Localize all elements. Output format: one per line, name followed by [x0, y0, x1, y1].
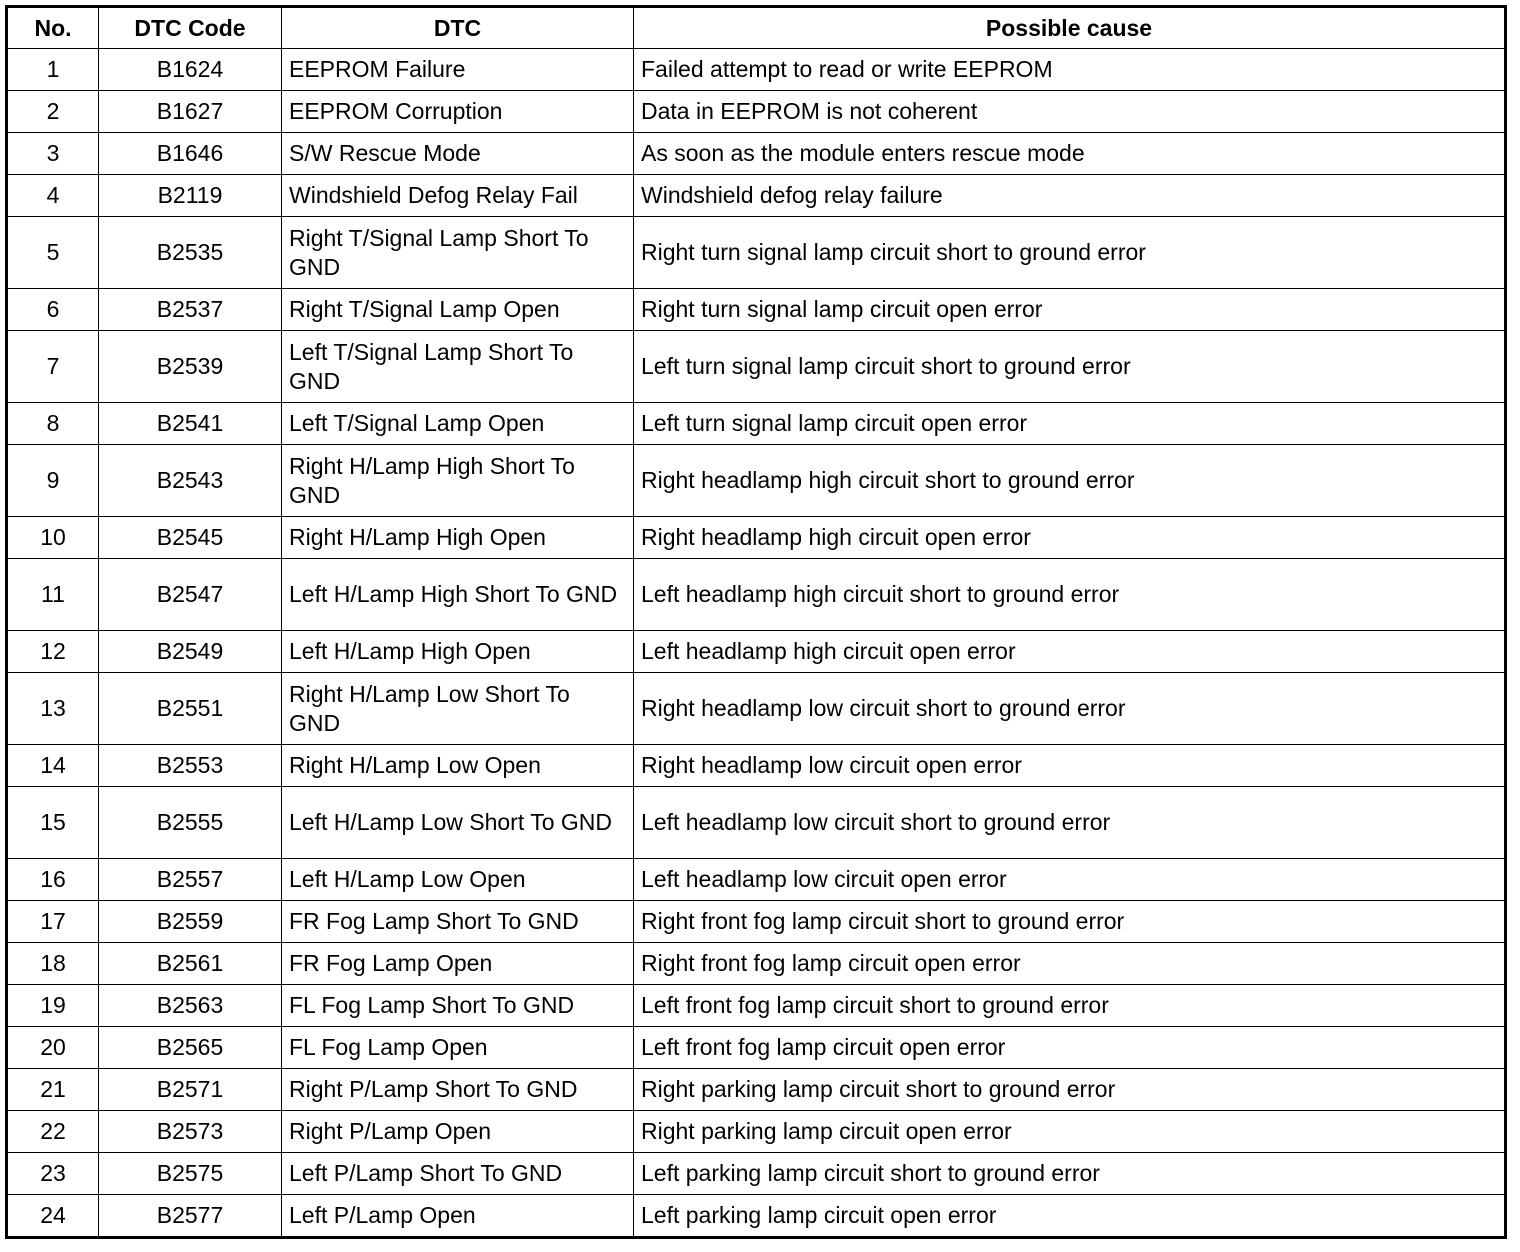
row-dtc: S/W Rescue Mode [282, 133, 634, 175]
row-no: 16 [7, 859, 99, 901]
row-possible-cause: Right headlamp high circuit short to ground error [634, 445, 1506, 517]
row-possible-cause: Windshield defog relay failure [634, 175, 1506, 217]
table-row [7, 403, 1506, 445]
header-row [7, 7, 1506, 49]
table-row [7, 289, 1506, 331]
row-dtc: Left T/Signal Lamp Short To GND [282, 331, 634, 403]
row-no: 17 [7, 901, 99, 943]
table-row [7, 1111, 1506, 1153]
table-row [7, 787, 1506, 859]
table-row [7, 943, 1506, 985]
header-dtc-code: DTC Code [99, 7, 282, 49]
table-row [7, 517, 1506, 559]
row-no: 8 [7, 403, 99, 445]
row-dtc: Left H/Lamp Low Short To GND [282, 787, 634, 859]
table-row [7, 445, 1506, 517]
table-row [7, 175, 1506, 217]
row-possible-cause: Left headlamp high circuit short to ground error [634, 559, 1506, 631]
row-no: 14 [7, 745, 99, 787]
row-no: 18 [7, 943, 99, 985]
row-possible-cause: Right turn signal lamp circuit short to ground error [634, 217, 1506, 289]
row-no: 23 [7, 1153, 99, 1195]
table-row [7, 559, 1506, 631]
row-no: 13 [7, 673, 99, 745]
row-possible-cause: Left headlamp high circuit open error [634, 631, 1506, 673]
row-possible-cause: Right front fog lamp circuit open error [634, 943, 1506, 985]
row-dtc-code: B2553 [99, 745, 282, 787]
row-dtc-code: B2571 [99, 1069, 282, 1111]
row-dtc: Right T/Signal Lamp Open [282, 289, 634, 331]
table-row [7, 331, 1506, 403]
row-no: 4 [7, 175, 99, 217]
table-row [7, 1069, 1506, 1111]
row-dtc: Right P/Lamp Open [282, 1111, 634, 1153]
row-possible-cause: Left parking lamp circuit short to ground error [634, 1153, 1506, 1195]
row-dtc-code: B1627 [99, 91, 282, 133]
row-possible-cause: Left turn signal lamp circuit short to ground error [634, 331, 1506, 403]
row-possible-cause: Left headlamp low circuit short to ground error [634, 787, 1506, 859]
row-possible-cause: Left headlamp low circuit open error [634, 859, 1506, 901]
row-possible-cause: Right headlamp high circuit open error [634, 517, 1506, 559]
row-possible-cause: Left parking lamp circuit open error [634, 1195, 1506, 1238]
row-possible-cause: As soon as the module enters rescue mode [634, 133, 1506, 175]
row-dtc: Right H/Lamp Low Open [282, 745, 634, 787]
row-dtc-code: B2563 [99, 985, 282, 1027]
row-dtc-code: B2557 [99, 859, 282, 901]
row-dtc-code: B2541 [99, 403, 282, 445]
row-dtc: Left H/Lamp High Short To GND [282, 559, 634, 631]
row-dtc-code: B2543 [99, 445, 282, 517]
row-dtc-code: B2119 [99, 175, 282, 217]
table-row [7, 745, 1506, 787]
row-dtc: Right T/Signal Lamp Short To GND [282, 217, 634, 289]
row-dtc: Right P/Lamp Short To GND [282, 1069, 634, 1111]
row-possible-cause: Left turn signal lamp circuit open error [634, 403, 1506, 445]
row-dtc-code: B2555 [99, 787, 282, 859]
row-possible-cause: Right front fog lamp circuit short to ground error [634, 901, 1506, 943]
row-possible-cause: Data in EEPROM is not coherent [634, 91, 1506, 133]
row-no: 2 [7, 91, 99, 133]
table-row [7, 673, 1506, 745]
row-no: 6 [7, 289, 99, 331]
row-dtc: Right H/Lamp Low Short To GND [282, 673, 634, 745]
row-possible-cause: Right headlamp low circuit short to ground error [634, 673, 1506, 745]
row-dtc-code: B2549 [99, 631, 282, 673]
table-row [7, 985, 1506, 1027]
row-dtc: FL Fog Lamp Open [282, 1027, 634, 1069]
row-possible-cause: Right turn signal lamp circuit open error [634, 289, 1506, 331]
table-row [7, 1027, 1506, 1069]
row-dtc: Left T/Signal Lamp Open [282, 403, 634, 445]
table-row [7, 1195, 1506, 1238]
row-dtc-code: B2561 [99, 943, 282, 985]
row-possible-cause: Right headlamp low circuit open error [634, 745, 1506, 787]
row-dtc: EEPROM Corruption [282, 91, 634, 133]
row-dtc-code: B2551 [99, 673, 282, 745]
header-dtc: DTC [282, 7, 634, 49]
row-no: 15 [7, 787, 99, 859]
row-dtc: FR Fog Lamp Open [282, 943, 634, 985]
row-possible-cause: Failed attempt to read or write EEPROM [634, 49, 1506, 91]
row-dtc: Left P/Lamp Open [282, 1195, 634, 1238]
table-row [7, 133, 1506, 175]
row-dtc-code: B2537 [99, 289, 282, 331]
row-dtc-code: B2559 [99, 901, 282, 943]
row-dtc-code: B2575 [99, 1153, 282, 1195]
row-dtc: Left P/Lamp Short To GND [282, 1153, 634, 1195]
row-possible-cause: Right parking lamp circuit short to ground error [634, 1069, 1506, 1111]
table-row [7, 901, 1506, 943]
table-row [7, 49, 1506, 91]
table-row [7, 217, 1506, 289]
row-no: 24 [7, 1195, 99, 1238]
row-no: 20 [7, 1027, 99, 1069]
row-possible-cause: Left front fog lamp circuit open error [634, 1027, 1506, 1069]
row-dtc-code: B2565 [99, 1027, 282, 1069]
row-dtc: Left H/Lamp Low Open [282, 859, 634, 901]
row-no: 10 [7, 517, 99, 559]
row-dtc: Windshield Defog Relay Fail [282, 175, 634, 217]
row-no: 11 [7, 559, 99, 631]
dtc-table [5, 5, 1507, 1239]
row-no: 19 [7, 985, 99, 1027]
table-row [7, 1153, 1506, 1195]
row-dtc: Right H/Lamp High Short To GND [282, 445, 634, 517]
header-no: No. [7, 7, 99, 49]
row-dtc-code: B1624 [99, 49, 282, 91]
row-dtc: Left H/Lamp High Open [282, 631, 634, 673]
row-no: 22 [7, 1111, 99, 1153]
row-no: 12 [7, 631, 99, 673]
row-no: 7 [7, 331, 99, 403]
row-dtc: Right H/Lamp High Open [282, 517, 634, 559]
row-no: 9 [7, 445, 99, 517]
row-dtc-code: B2573 [99, 1111, 282, 1153]
row-dtc-code: B2547 [99, 559, 282, 631]
row-no: 1 [7, 49, 99, 91]
row-no: 3 [7, 133, 99, 175]
row-dtc: EEPROM Failure [282, 49, 634, 91]
row-possible-cause: Left front fog lamp circuit short to ground error [634, 985, 1506, 1027]
row-dtc-code: B2577 [99, 1195, 282, 1238]
row-dtc-code: B1646 [99, 133, 282, 175]
row-no: 5 [7, 217, 99, 289]
row-dtc-code: B2535 [99, 217, 282, 289]
table-row [7, 91, 1506, 133]
header-possible-cause: Possible cause [634, 7, 1506, 49]
row-possible-cause: Right parking lamp circuit open error [634, 1111, 1506, 1153]
row-dtc-code: B2545 [99, 517, 282, 559]
table-row [7, 859, 1506, 901]
row-no: 21 [7, 1069, 99, 1111]
row-dtc: FR Fog Lamp Short To GND [282, 901, 634, 943]
table-row [7, 631, 1506, 673]
row-dtc-code: B2539 [99, 331, 282, 403]
row-dtc: FL Fog Lamp Short To GND [282, 985, 634, 1027]
